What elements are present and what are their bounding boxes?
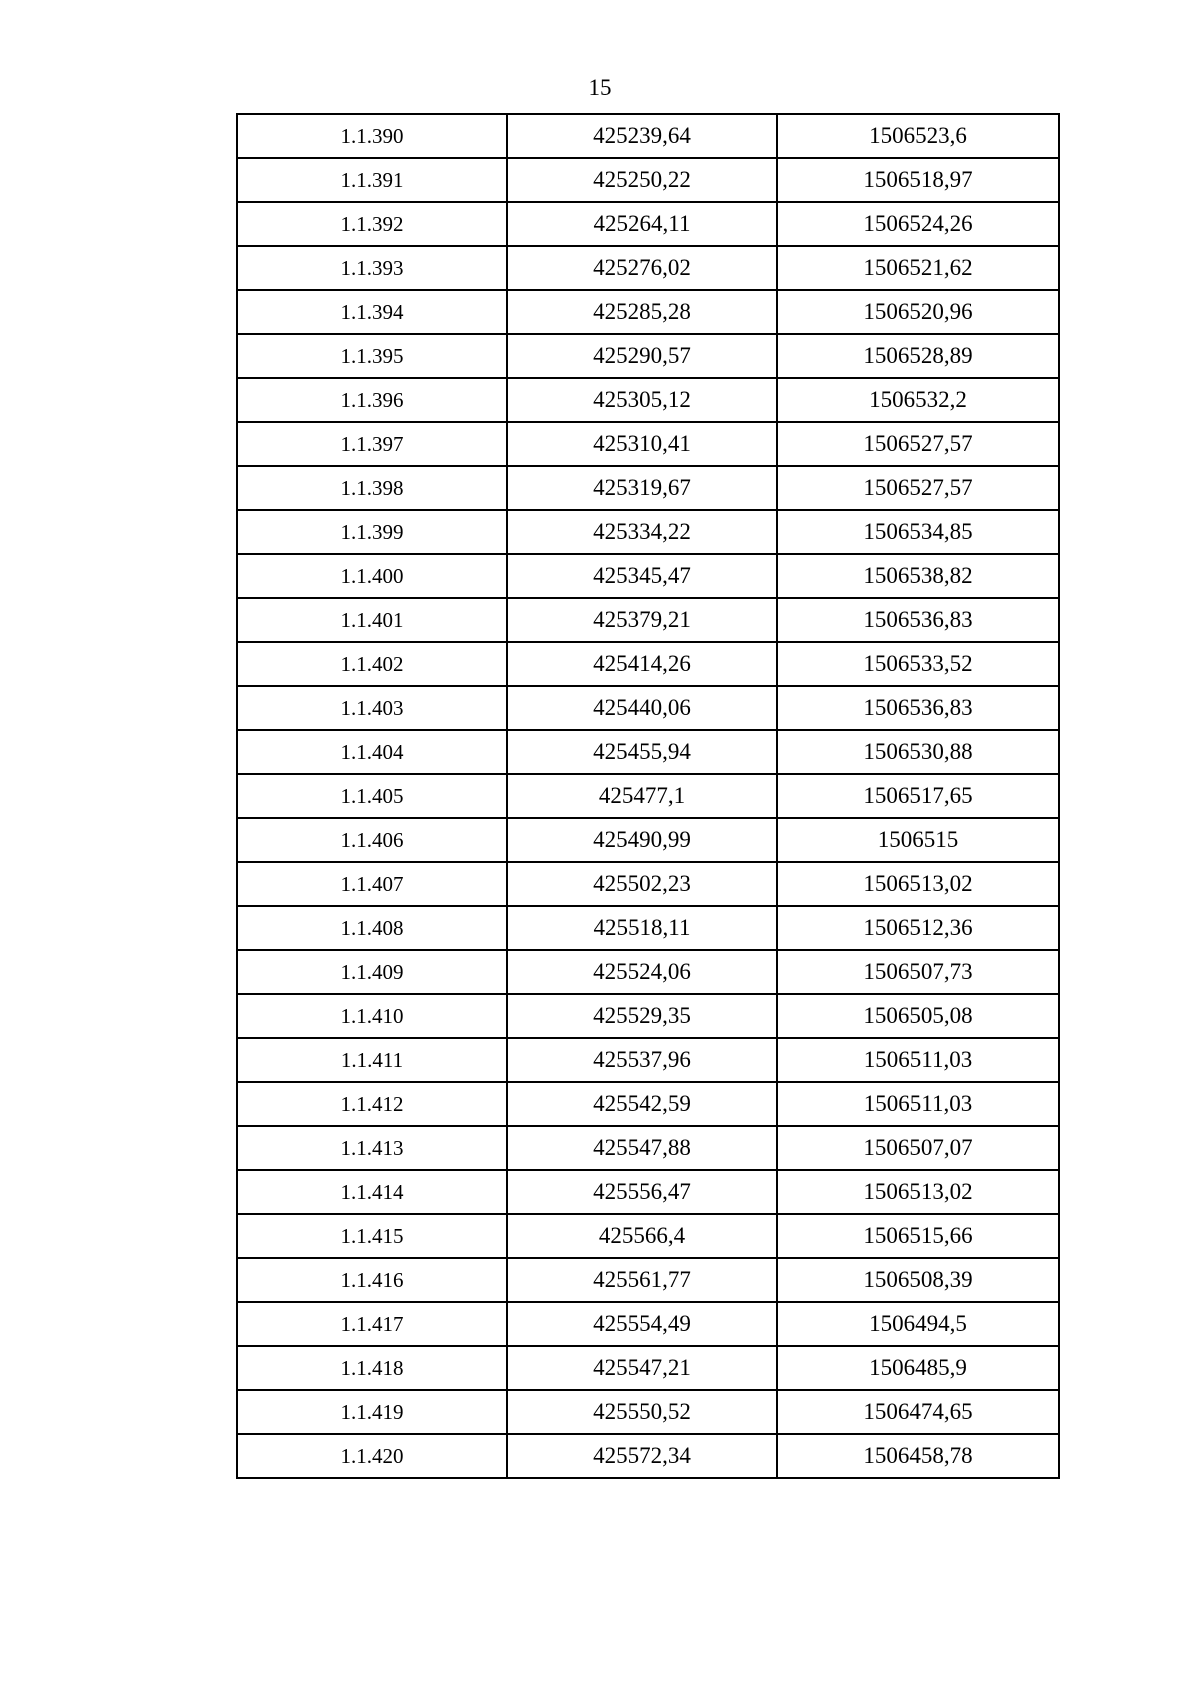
point-number-cell: 1.1.393 — [237, 246, 507, 290]
x-coordinate-cell: 425440,06 — [507, 686, 777, 730]
table-row — [237, 1038, 1059, 1082]
point-number-cell: 1.1.400 — [237, 554, 507, 598]
y-coordinate-cell: 1506538,82 — [777, 554, 1059, 598]
x-coordinate-cell: 425319,67 — [507, 466, 777, 510]
point-number-cell: 1.1.404 — [237, 730, 507, 774]
point-number-cell: 1.1.414 — [237, 1170, 507, 1214]
x-coordinate-cell: 425566,4 — [507, 1214, 777, 1258]
table-row — [237, 862, 1059, 906]
point-number-cell: 1.1.411 — [237, 1038, 507, 1082]
table-row — [237, 510, 1059, 554]
y-coordinate-cell: 1506520,96 — [777, 290, 1059, 334]
x-coordinate-cell: 425561,77 — [507, 1258, 777, 1302]
table-row — [237, 730, 1059, 774]
y-coordinate-cell: 1506523,6 — [777, 114, 1059, 158]
x-coordinate-cell: 425276,02 — [507, 246, 777, 290]
table-row — [237, 466, 1059, 510]
x-coordinate-cell: 425518,11 — [507, 906, 777, 950]
y-coordinate-cell: 1506527,57 — [777, 466, 1059, 510]
table-row — [237, 1126, 1059, 1170]
y-coordinate-cell: 1506511,03 — [777, 1038, 1059, 1082]
x-coordinate-cell: 425502,23 — [507, 862, 777, 906]
table-row — [237, 1346, 1059, 1390]
x-coordinate-cell: 425550,52 — [507, 1390, 777, 1434]
point-number-cell: 1.1.416 — [237, 1258, 507, 1302]
y-coordinate-cell: 1506511,03 — [777, 1082, 1059, 1126]
x-coordinate-cell: 425379,21 — [507, 598, 777, 642]
table-row — [237, 950, 1059, 994]
y-coordinate-cell: 1506458,78 — [777, 1434, 1059, 1478]
y-coordinate-cell: 1506530,88 — [777, 730, 1059, 774]
table-row — [237, 114, 1059, 158]
point-number-cell: 1.1.417 — [237, 1302, 507, 1346]
table-row — [237, 1214, 1059, 1258]
point-number-cell: 1.1.405 — [237, 774, 507, 818]
x-coordinate-cell: 425239,64 — [507, 114, 777, 158]
point-number-cell: 1.1.402 — [237, 642, 507, 686]
table-row — [237, 906, 1059, 950]
table-row — [237, 334, 1059, 378]
point-number-cell: 1.1.419 — [237, 1390, 507, 1434]
y-coordinate-cell: 1506513,02 — [777, 862, 1059, 906]
point-number-cell: 1.1.390 — [237, 114, 507, 158]
y-coordinate-cell: 1506505,08 — [777, 994, 1059, 1038]
y-coordinate-cell: 1506518,97 — [777, 158, 1059, 202]
point-number-cell: 1.1.407 — [237, 862, 507, 906]
y-coordinate-cell: 1506528,89 — [777, 334, 1059, 378]
point-number-cell: 1.1.418 — [237, 1346, 507, 1390]
point-number-cell: 1.1.406 — [237, 818, 507, 862]
y-coordinate-cell: 1506524,26 — [777, 202, 1059, 246]
y-coordinate-cell: 1506517,65 — [777, 774, 1059, 818]
table-row — [237, 158, 1059, 202]
table-row — [237, 994, 1059, 1038]
x-coordinate-cell: 425556,47 — [507, 1170, 777, 1214]
table-row — [237, 1258, 1059, 1302]
y-coordinate-cell: 1506513,02 — [777, 1170, 1059, 1214]
point-number-cell: 1.1.391 — [237, 158, 507, 202]
y-coordinate-cell: 1506507,07 — [777, 1126, 1059, 1170]
x-coordinate-cell: 425310,41 — [507, 422, 777, 466]
x-coordinate-cell: 425345,47 — [507, 554, 777, 598]
x-coordinate-cell: 425285,28 — [507, 290, 777, 334]
x-coordinate-cell: 425264,11 — [507, 202, 777, 246]
table-row — [237, 1302, 1059, 1346]
x-coordinate-cell: 425524,06 — [507, 950, 777, 994]
y-coordinate-cell: 1506515 — [777, 818, 1059, 862]
x-coordinate-cell: 425537,96 — [507, 1038, 777, 1082]
point-number-cell: 1.1.397 — [237, 422, 507, 466]
x-coordinate-cell: 425554,49 — [507, 1302, 777, 1346]
point-number-cell: 1.1.398 — [237, 466, 507, 510]
point-number-cell: 1.1.412 — [237, 1082, 507, 1126]
y-coordinate-cell: 1506533,52 — [777, 642, 1059, 686]
y-coordinate-cell: 1506508,39 — [777, 1258, 1059, 1302]
y-coordinate-cell: 1506485,9 — [777, 1346, 1059, 1390]
point-number-cell: 1.1.413 — [237, 1126, 507, 1170]
table-row — [237, 642, 1059, 686]
x-coordinate-cell: 425547,21 — [507, 1346, 777, 1390]
coordinates-table — [236, 113, 1060, 1479]
table-row — [237, 378, 1059, 422]
x-coordinate-cell: 425290,57 — [507, 334, 777, 378]
y-coordinate-cell: 1506515,66 — [777, 1214, 1059, 1258]
point-number-cell: 1.1.399 — [237, 510, 507, 554]
point-number-cell: 1.1.415 — [237, 1214, 507, 1258]
table-row — [237, 774, 1059, 818]
page-number: 15 — [588, 75, 612, 100]
y-coordinate-cell: 1506534,85 — [777, 510, 1059, 554]
x-coordinate-cell: 425572,34 — [507, 1434, 777, 1478]
table-row — [237, 422, 1059, 466]
point-number-cell: 1.1.395 — [237, 334, 507, 378]
point-number-cell: 1.1.396 — [237, 378, 507, 422]
x-coordinate-cell: 425455,94 — [507, 730, 777, 774]
table-row — [237, 202, 1059, 246]
y-coordinate-cell: 1506494,5 — [777, 1302, 1059, 1346]
coordinates-table-body — [237, 114, 1059, 1478]
x-coordinate-cell: 425305,12 — [507, 378, 777, 422]
x-coordinate-cell: 425529,35 — [507, 994, 777, 1038]
x-coordinate-cell: 425334,22 — [507, 510, 777, 554]
y-coordinate-cell: 1506532,2 — [777, 378, 1059, 422]
y-coordinate-cell: 1506474,65 — [777, 1390, 1059, 1434]
y-coordinate-cell: 1506512,36 — [777, 906, 1059, 950]
point-number-cell: 1.1.408 — [237, 906, 507, 950]
x-coordinate-cell: 425542,59 — [507, 1082, 777, 1126]
x-coordinate-cell: 425547,88 — [507, 1126, 777, 1170]
point-number-cell: 1.1.403 — [237, 686, 507, 730]
table-row — [237, 554, 1059, 598]
table-row — [237, 246, 1059, 290]
table-row — [237, 1082, 1059, 1126]
point-number-cell: 1.1.394 — [237, 290, 507, 334]
x-coordinate-cell: 425490,99 — [507, 818, 777, 862]
y-coordinate-cell: 1506521,62 — [777, 246, 1059, 290]
x-coordinate-cell: 425414,26 — [507, 642, 777, 686]
y-coordinate-cell: 1506536,83 — [777, 598, 1059, 642]
table-row — [237, 598, 1059, 642]
table-row — [237, 1434, 1059, 1478]
point-number-cell: 1.1.401 — [237, 598, 507, 642]
y-coordinate-cell: 1506527,57 — [777, 422, 1059, 466]
table-row — [237, 290, 1059, 334]
point-number-cell: 1.1.409 — [237, 950, 507, 994]
x-coordinate-cell: 425477,1 — [507, 774, 777, 818]
point-number-cell: 1.1.420 — [237, 1434, 507, 1478]
x-coordinate-cell: 425250,22 — [507, 158, 777, 202]
table-row — [237, 1170, 1059, 1214]
table-row — [237, 686, 1059, 730]
point-number-cell: 1.1.410 — [237, 994, 507, 1038]
y-coordinate-cell: 1506507,73 — [777, 950, 1059, 994]
point-number-cell: 1.1.392 — [237, 202, 507, 246]
y-coordinate-cell: 1506536,83 — [777, 686, 1059, 730]
table-row — [237, 818, 1059, 862]
table-row — [237, 1390, 1059, 1434]
